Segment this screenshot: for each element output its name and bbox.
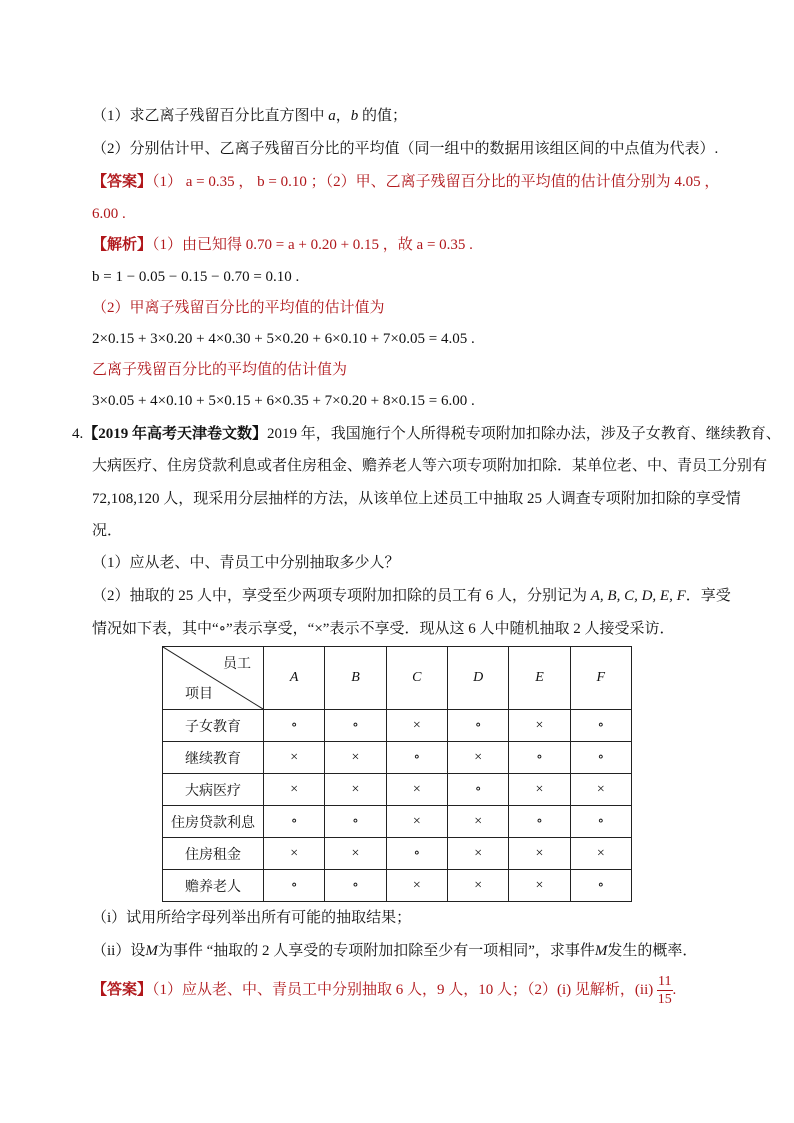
answer-end: . <box>672 982 677 998</box>
table-cell: ∘ <box>386 742 447 774</box>
separator: ， <box>335 108 351 124</box>
problem-4-sub-ii <box>92 941 697 961</box>
table-cell: × <box>264 742 325 774</box>
column-header: B <box>325 647 386 710</box>
table-cell: × <box>570 774 631 806</box>
fraction-numerator: 11 <box>658 974 672 990</box>
table-cell: ∘ <box>509 742 570 774</box>
row-label: 继续教育 <box>163 742 264 774</box>
table-cell: ∘ <box>570 742 631 774</box>
sub2-text-end: ．享受 <box>685 588 731 604</box>
var-a: a <box>328 108 336 124</box>
table-cell: × <box>264 774 325 806</box>
table-cell: × <box>509 838 570 870</box>
problem-4-sub-i: （i）试用所给字母列举出所有可能的抽取结果； <box>92 910 412 926</box>
column-header: C <box>386 647 447 710</box>
table-cell: ∘ <box>325 710 386 742</box>
analysis-line-3: （2）甲离子残留百分比的平均值的估计值为 <box>92 300 385 316</box>
table-cell: ∘ <box>570 870 631 902</box>
table-cell: × <box>570 838 631 870</box>
table-cell: ∘ <box>386 838 447 870</box>
sub2-text: （2）抽取的 25 人中，享受至少两项专项附加扣除的员工有 6 人，分别记为 <box>92 588 588 604</box>
table-cell: ∘ <box>570 710 631 742</box>
table-cell: × <box>447 838 508 870</box>
table-cell: ∘ <box>509 806 570 838</box>
sub-ii-text: （ii）设 <box>92 943 146 959</box>
table-row <box>163 806 632 838</box>
table-cell: × <box>386 870 447 902</box>
row-label: 赡养老人 <box>163 870 264 902</box>
question-part-2: （2）分别估计甲、乙离子残留百分比的平均值（同一组中的数据用该组区间的中点值为代表）. <box>92 141 719 157</box>
table-row <box>163 742 632 774</box>
var-M: M <box>145 943 158 959</box>
table-cell: × <box>509 710 570 742</box>
analysis-line-4: 2×0.15 + 3×0.20 + 4×0.30 + 5×0.20 + 6×0.10 + 7×0.05 = 4.05 . <box>92 331 475 347</box>
deduction-table <box>162 646 632 902</box>
row-label: 大病医疗 <box>163 774 264 806</box>
table-header-row <box>163 647 632 710</box>
table-cell: ∘ <box>264 870 325 902</box>
table-cell: ∘ <box>264 806 325 838</box>
sub-ii-text-mid: 为事件 “抽取的 2 人享受的专项附加扣除至少有一项相同”，求事件 <box>157 943 595 959</box>
problem-4-line-4: 况． <box>92 523 123 539</box>
answer-text: （1）应从老、中、青员工中分别抽取 6 人，9 人，10 人；（2）(i) 见解析，(ii) <box>152 982 654 998</box>
question-end: 的值； <box>358 108 408 124</box>
table-cell: × <box>509 774 570 806</box>
problem-4-sub-2-cont: 情况如下表，其中“∘”表示享受，“×”表示不享受．现从这 6 人中随机抽取 2 人接受采访． <box>92 621 675 637</box>
answer-fraction <box>657 973 672 1008</box>
table-cell: × <box>325 838 386 870</box>
table-cell: ∘ <box>570 806 631 838</box>
table-cell: ∘ <box>325 806 386 838</box>
problem-4-line-2: 大病医疗、住房贷款利息或者住房租金、赡养老人等六项专项附加扣除．某单位老、中、青员工分别有 <box>92 458 768 474</box>
table-row <box>163 870 632 902</box>
analysis-line-6: 3×0.05 + 4×0.10 + 5×0.15 + 6×0.35 + 7×0.20 + 8×0.15 = 6.00 . <box>92 393 475 409</box>
question-text: （1）求乙离子残留百分比直方图中 <box>92 108 325 124</box>
table-cell: × <box>509 870 570 902</box>
table-cell: ∘ <box>447 710 508 742</box>
answer-line-1 <box>92 172 719 192</box>
question-part-1 <box>92 106 407 126</box>
row-label: 子女教育 <box>163 710 264 742</box>
sub2-letters: A, B, C, D, E, F <box>590 588 686 604</box>
diag-label-item: 项目 <box>185 687 213 702</box>
problem-source: 【2019 年高考天津卷文数】 <box>83 426 268 442</box>
var-b: b <box>350 108 359 124</box>
var-M: M <box>594 943 608 959</box>
problem-number: 4. <box>72 426 84 442</box>
diagonal-header-cell <box>163 647 264 710</box>
table-cell: × <box>447 806 508 838</box>
table-row <box>163 710 632 742</box>
problem-4-sub-1: （1）应从老、中、青员工中分别抽取多少人？ <box>92 555 400 571</box>
table-row <box>163 838 632 870</box>
table-row <box>163 774 632 806</box>
answer-label: 【答案】 <box>92 174 153 190</box>
column-header: A <box>264 647 325 710</box>
table-cell: × <box>325 774 386 806</box>
table-cell: × <box>386 806 447 838</box>
row-label: 住房贷款利息 <box>163 806 264 838</box>
table-cell: ∘ <box>325 870 386 902</box>
problem-4-answer <box>92 972 676 1008</box>
table-cell: × <box>325 742 386 774</box>
analysis-line-5: 乙离子残留百分比的平均值的估计值为 <box>92 362 348 378</box>
answer-line-2: 6.00 . <box>92 206 126 222</box>
table-cell: ∘ <box>264 710 325 742</box>
fraction-denominator: 15 <box>657 992 672 1008</box>
table-cell: ∘ <box>447 774 508 806</box>
row-label: 住房租金 <box>163 838 264 870</box>
answer-text: （1） a = 0.35 ， b = 0.10 ；（2）甲、乙离子残留百分比的平均值的估计值分别为 4.05 ， <box>152 174 720 190</box>
analysis-line-2: b = 1 − 0.05 − 0.15 − 0.70 = 0.10 . <box>92 269 300 285</box>
sub-ii-text-end: 发生的概率． <box>607 943 698 959</box>
table-cell: × <box>264 838 325 870</box>
column-header: D <box>447 647 508 710</box>
table-cell: × <box>386 710 447 742</box>
column-header: F <box>570 647 631 710</box>
column-header: E <box>509 647 570 710</box>
analysis-line-1 <box>92 235 473 255</box>
table-cell: × <box>386 774 447 806</box>
problem-4-line-1 <box>72 424 781 444</box>
diag-label-employee: 员工 <box>223 657 251 672</box>
analysis-text: （1）由已知得 0.70 = a + 0.20 + 0.15 ，故 a = 0.35 . <box>152 237 473 253</box>
problem-text: 2019 年，我国施行个人所得税专项附加扣除办法，涉及子女教育、继续教育、 <box>267 426 781 442</box>
table-cell: × <box>447 870 508 902</box>
analysis-label: 【解析】 <box>92 237 153 253</box>
answer-label: 【答案】 <box>92 982 153 998</box>
problem-4-line-3: 72,108,120 人，现采用分层抽样的方法，从该单位上述员工中抽取 25 人调查专项附加扣除的享受情 <box>92 491 741 507</box>
problem-4-sub-2 <box>92 586 731 606</box>
table-cell: × <box>447 742 508 774</box>
